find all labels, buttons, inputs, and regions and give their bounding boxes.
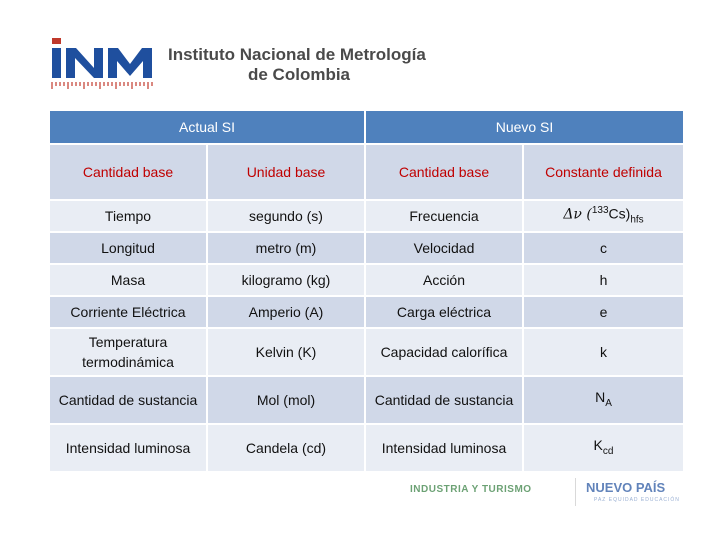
constant-cell: k (523, 328, 684, 376)
footer-ministry-text: INDUSTRIA Y TURISMO (410, 484, 532, 495)
table-cell: metro (m) (207, 232, 365, 264)
si-comparison-table (48, 109, 685, 473)
constant-cell: h (523, 264, 684, 296)
table-cell: Tiempo (49, 200, 207, 232)
footer-watermark (410, 478, 680, 508)
inm-logo (50, 36, 450, 96)
constant-subscript: A (605, 397, 612, 409)
table-cell: Velocidad (365, 232, 523, 264)
group-header-nuevo-si: Nuevo SI (365, 110, 684, 144)
constant-subscript: hfs (630, 214, 644, 226)
table-row (49, 200, 684, 232)
table-cell: kilogramo (kg) (207, 264, 365, 296)
table-cell: Longitud (49, 232, 207, 264)
table-cell: Intensidad luminosa (365, 424, 523, 472)
group-header-actual-si: Actual SI (49, 110, 365, 144)
table-cell: Masa (49, 264, 207, 296)
footer-divider (575, 478, 576, 506)
table-cell: Corriente Eléctrica (49, 296, 207, 328)
constant-cell (523, 200, 684, 232)
table-row (49, 264, 684, 296)
constant-cell (523, 424, 684, 472)
table-row (49, 424, 684, 472)
table-row (49, 328, 684, 376)
table-cell: Cantidad de sustancia (365, 376, 523, 424)
table-cell: Candela (cd) (207, 424, 365, 472)
constant-cell: c (523, 232, 684, 264)
column-header: Cantidad base (365, 144, 523, 200)
table-row (49, 376, 684, 424)
column-header: Unidad base (207, 144, 365, 200)
column-header: Constante definida (523, 144, 684, 200)
institution-line-2: de Colombia (248, 65, 351, 84)
group-header-row (49, 110, 684, 144)
table-cell: Acción (365, 264, 523, 296)
table-cell: Cantidad de sustancia (49, 376, 207, 424)
constant-cell (523, 376, 684, 424)
institution-line-1: Instituto Nacional de Metrología (168, 45, 426, 64)
institution-name (168, 45, 426, 85)
constant-subscript: cd (602, 445, 614, 457)
constant-cell: e (523, 296, 684, 328)
table-cell: Intensidad luminosa (49, 424, 207, 472)
table-row (49, 296, 684, 328)
table-cell: Carga eléctrica (365, 296, 523, 328)
column-header: Cantidad base (49, 144, 207, 200)
constant-prefix: Δν ( (563, 206, 592, 223)
constant-mid: Cs) (608, 205, 631, 222)
constant-superscript: 133 (591, 205, 609, 217)
table-cell: Frecuencia (365, 200, 523, 232)
column-header-row (49, 144, 684, 200)
table-cell: Capacidad calorífica (365, 328, 523, 376)
constant-base: N (595, 388, 606, 405)
table-cell: segundo (s) (207, 200, 365, 232)
table-cell: Amperio (A) (207, 296, 365, 328)
footer-nuevo-pais-subtext: PAZ EQUIDAD EDUCACIÓN (594, 497, 680, 503)
table-cell: Kelvin (K) (207, 328, 365, 376)
constant-base: K (593, 436, 603, 453)
footer-nuevo-pais-text: NUEVO PAÍS (586, 480, 666, 495)
table-cell: Temperatura termodinámica (49, 328, 207, 376)
inm-logo-mark (50, 36, 162, 92)
table-cell: Mol (mol) (207, 376, 365, 424)
table-row (49, 232, 684, 264)
